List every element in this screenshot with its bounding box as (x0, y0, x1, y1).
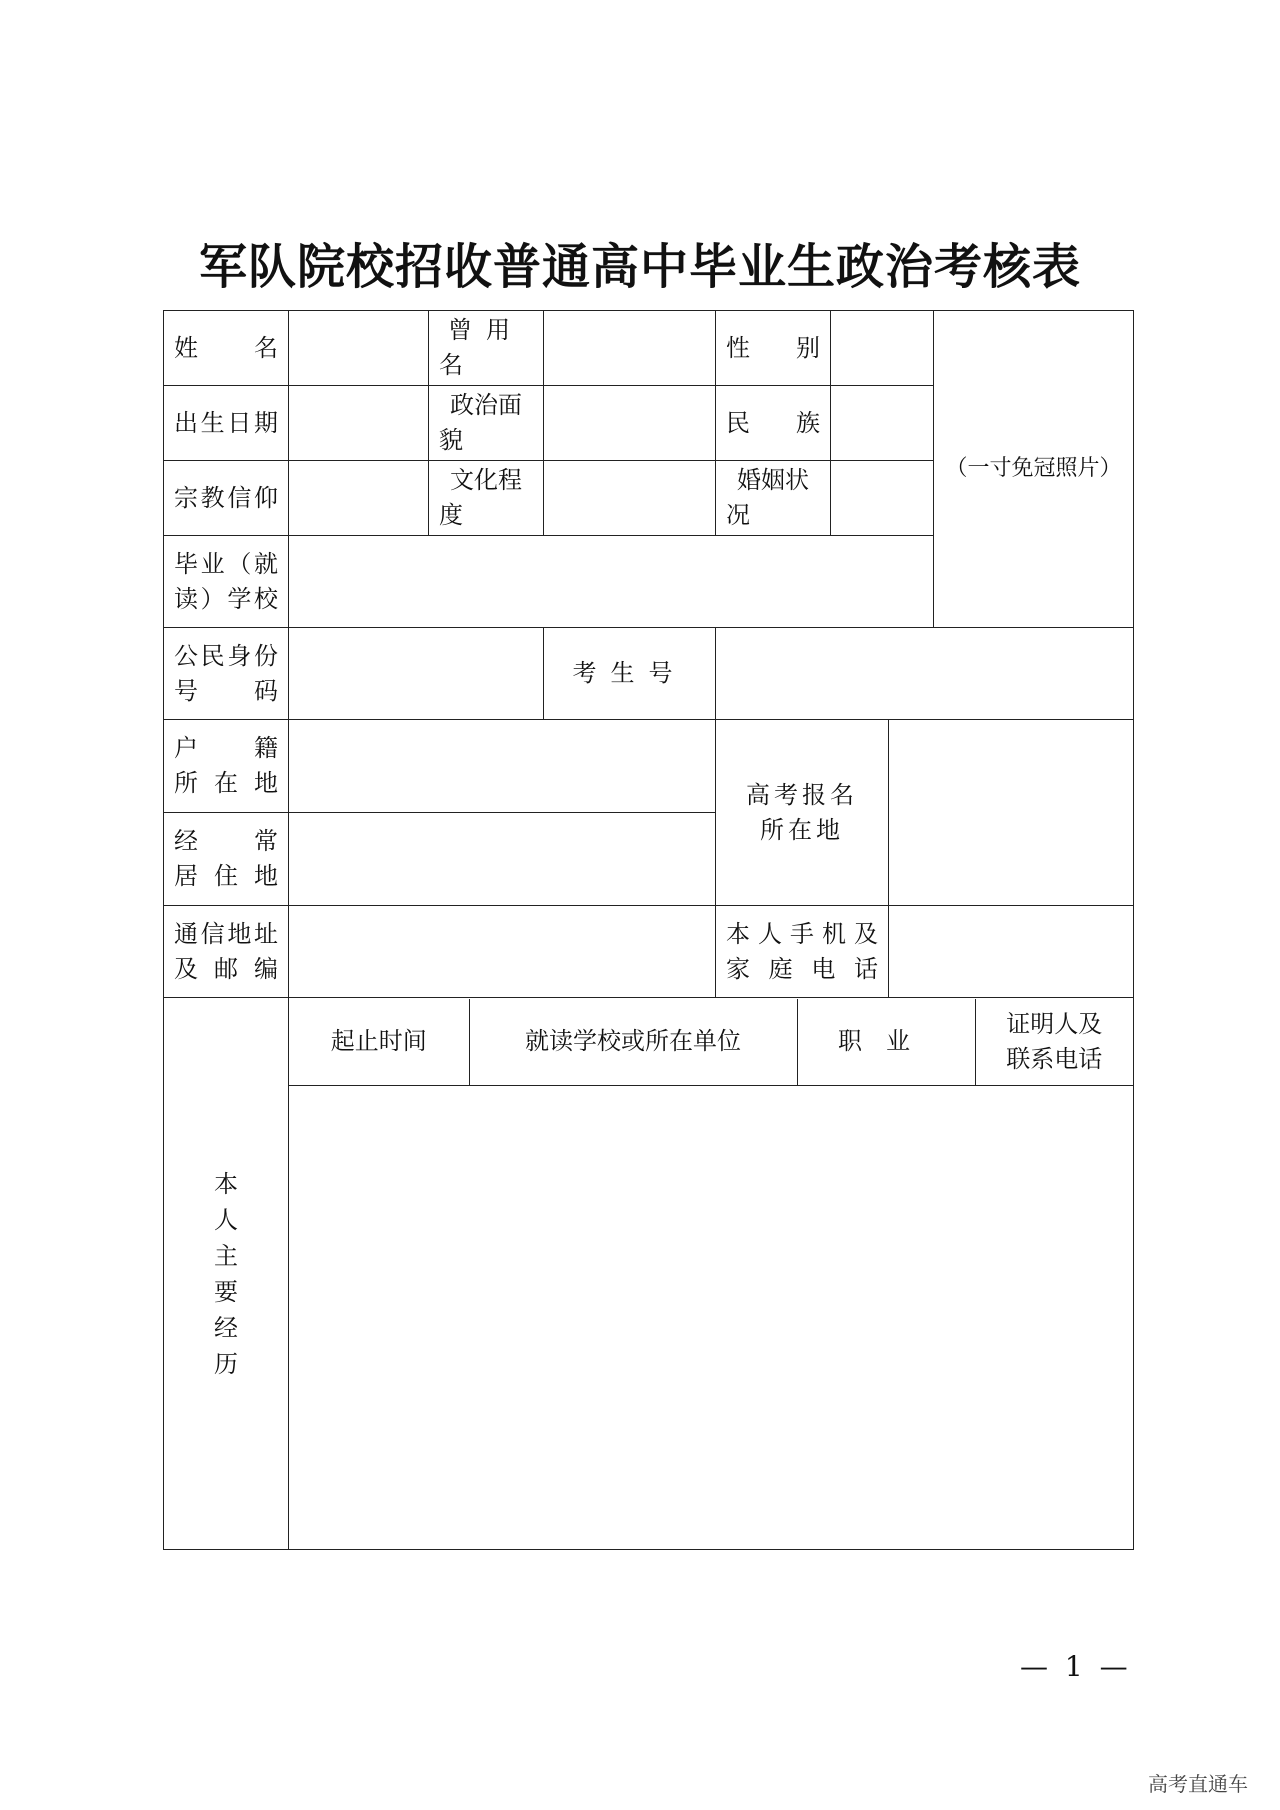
ethnicity-label: 民族 (716, 386, 831, 461)
school-label-line1: 毕业（就 (174, 549, 278, 578)
residence-label-line1: 经常 (174, 827, 278, 856)
history-col-job: 职业 (797, 999, 975, 1085)
id-label-line1: 公民身份 (174, 641, 278, 670)
residence-label-line2: 居住地 (174, 862, 278, 890)
hukou-label-line1: 户籍 (174, 734, 278, 763)
address-label-line1: 通信地址 (174, 919, 278, 948)
residence-field[interactable] (289, 813, 716, 906)
former-name-field[interactable] (544, 311, 716, 386)
history-col-witness (975, 999, 1133, 1085)
page-title: 军队院校招收普通高中毕业生政治考核表 (198, 239, 1081, 295)
phone-label (716, 906, 889, 998)
phone-label-line2: 家庭电话 (726, 954, 878, 983)
hukou-field[interactable] (289, 720, 716, 813)
marital-status-label: 婚姻状况 (716, 461, 831, 536)
photo-box: （一寸免冠照片） (934, 311, 1134, 628)
name-label: 姓名 (164, 311, 289, 386)
school-field[interactable] (289, 536, 934, 628)
religion-field[interactable] (289, 461, 429, 536)
id-number-field[interactable] (289, 628, 544, 720)
phone-field[interactable] (889, 906, 1134, 998)
gaokao-label-line2: 所在地 (760, 815, 844, 844)
gender-label: 性别 (716, 311, 831, 386)
history-header-table (289, 999, 1133, 1085)
history-label-cell (164, 998, 289, 1550)
exam-number-label: 考生号 (544, 628, 716, 720)
watermark: 高考直通车 (1148, 1772, 1248, 1796)
history-col-school-unit: 就读学校或所在单位 (469, 999, 797, 1085)
id-label-line2: 号码 (174, 676, 278, 705)
history-header (289, 998, 1134, 1086)
history-label: 本人主要经历 (213, 1169, 238, 1378)
education-label: 文化程度 (429, 461, 544, 536)
gaokao-location-field[interactable] (889, 720, 1134, 906)
birth-date-field[interactable] (289, 386, 429, 461)
residence-label (164, 813, 289, 906)
gender-field[interactable] (831, 311, 934, 386)
ethnicity-field[interactable] (831, 386, 934, 461)
gaokao-label-line1: 高考报名 (746, 780, 858, 809)
religion-label: 宗教信仰 (164, 461, 289, 536)
history-content-area[interactable] (289, 1086, 1134, 1550)
former-name-label: 曾用名 (429, 311, 544, 386)
political-review-form (163, 310, 1134, 1550)
gaokao-location-label (716, 720, 889, 906)
birth-date-label: 出生日期 (164, 386, 289, 461)
phone-label-line1: 本人手机及 (726, 919, 878, 948)
witness-line1: 证明人及 (1006, 1009, 1103, 1038)
address-label (164, 906, 289, 998)
exam-number-field[interactable] (716, 628, 1134, 720)
education-field[interactable] (544, 461, 716, 536)
school-label-line2: 读）学校 (174, 584, 278, 613)
school-label (164, 536, 289, 628)
political-status-field[interactable] (544, 386, 716, 461)
address-label-line2: 及邮编 (174, 954, 278, 983)
hukou-label-line2: 所在地 (174, 769, 278, 797)
page-number: — 1 — (1020, 1650, 1132, 1683)
address-field[interactable] (289, 906, 716, 998)
marital-status-field[interactable] (831, 461, 934, 536)
name-field[interactable] (289, 311, 429, 386)
hukou-label (164, 720, 289, 813)
history-col-period: 起止时间 (289, 999, 469, 1085)
id-number-label (164, 628, 289, 720)
political-status-label: 政治面貌 (429, 386, 544, 461)
witness-line2: 联系电话 (1006, 1044, 1103, 1073)
